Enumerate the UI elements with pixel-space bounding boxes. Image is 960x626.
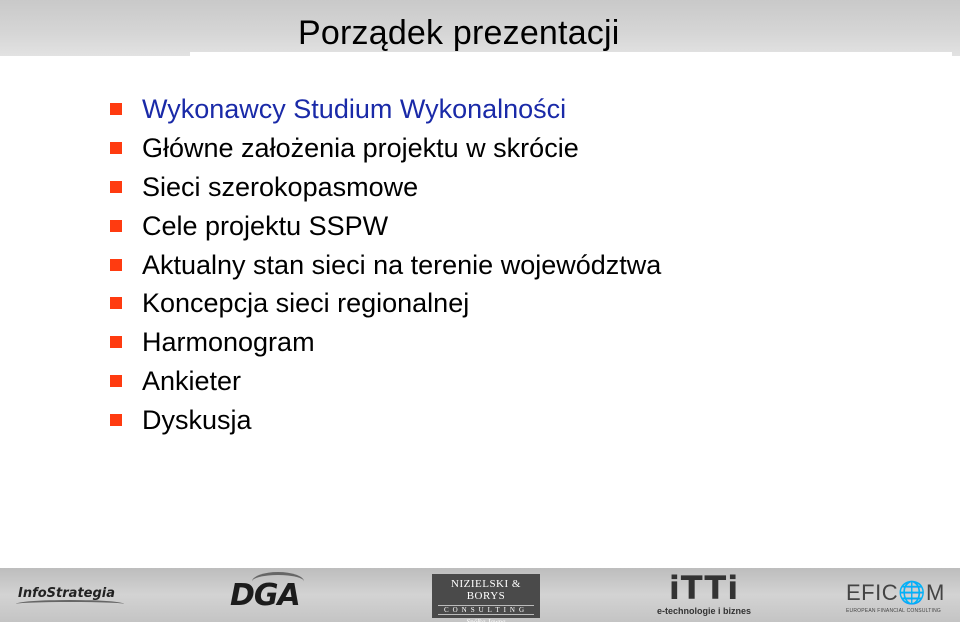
itti-logo-text: iTTi bbox=[668, 569, 740, 607]
square-bullet-icon bbox=[110, 375, 122, 387]
arc-icon bbox=[252, 572, 304, 591]
agenda-item-text: Koncepcja sieci regionalnej bbox=[142, 288, 470, 319]
infostrategia-logo bbox=[18, 586, 115, 601]
eficom-logo-text: EFIC🌐M bbox=[846, 580, 945, 605]
eficom-logo bbox=[846, 580, 945, 614]
agenda-item-text: Wykonawcy Studium Wykonalności bbox=[142, 94, 567, 124]
eficom-logo-tagline: EUROPEAN FINANCIAL CONSULTING bbox=[846, 608, 941, 614]
agenda-item-text: Główne założenia projektu w skrócie bbox=[142, 132, 579, 163]
nizielski-logo-name: NIZIELSKI & BORYS bbox=[451, 578, 521, 602]
infostrategia-logo-text: InfoStrategia bbox=[18, 586, 116, 601]
dga-logo-text: DGA bbox=[230, 578, 300, 613]
square-bullet-icon bbox=[110, 220, 122, 232]
itti-logo bbox=[656, 569, 752, 616]
agenda-item-text: Harmonogram bbox=[142, 327, 315, 358]
nizielski-logo-consulting: CONSULTING bbox=[438, 605, 534, 615]
agenda-item-text: Cele projektu SSPW bbox=[142, 210, 389, 241]
square-bullet-icon bbox=[110, 297, 122, 309]
agenda-item-text: Dyskusja bbox=[142, 405, 252, 436]
square-bullet-icon bbox=[110, 414, 122, 426]
nizielski-logo-type: Spółka Jawna bbox=[466, 618, 506, 626]
slide-title: Porządek prezentacji bbox=[298, 14, 620, 52]
nizielski-borys-logo bbox=[432, 574, 540, 626]
square-bullet-icon bbox=[110, 336, 122, 348]
square-bullet-icon bbox=[110, 142, 122, 154]
agenda-item-text: Aktualny stan sieci na terenie województwa bbox=[142, 249, 662, 280]
square-bullet-icon bbox=[110, 103, 122, 115]
agenda-item-text: Sieci szerokopasmowe bbox=[142, 171, 419, 202]
dga-logo bbox=[230, 578, 300, 613]
agenda-item-text: Ankieter bbox=[142, 366, 242, 397]
footer-logo-bar bbox=[0, 568, 960, 626]
square-bullet-icon bbox=[110, 181, 122, 193]
swoosh-icon bbox=[16, 600, 124, 608]
itti-logo-tagline: e-technologie i biznes bbox=[656, 606, 751, 616]
square-bullet-icon bbox=[110, 259, 122, 271]
